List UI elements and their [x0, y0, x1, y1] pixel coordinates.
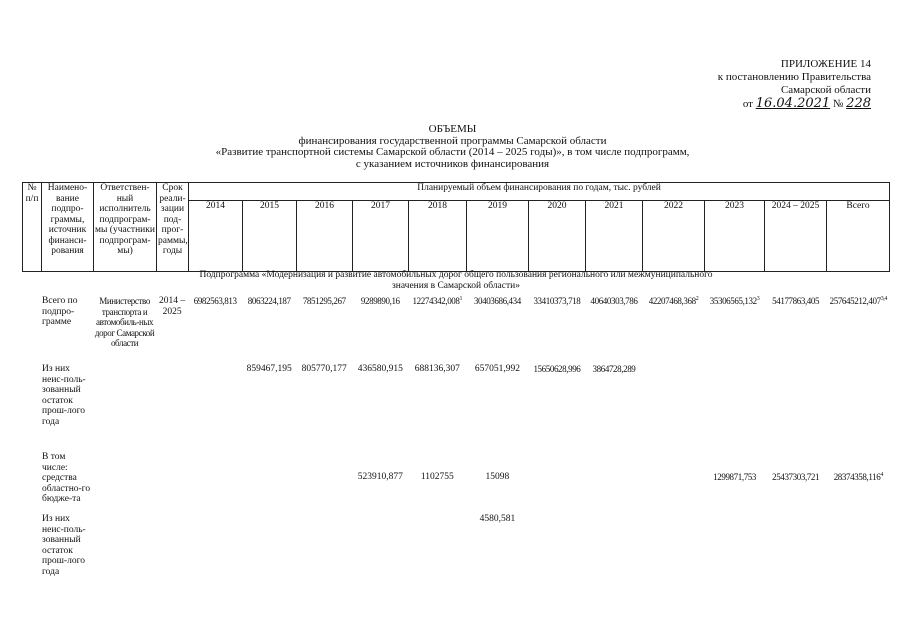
value-cell: 859467,195: [246, 364, 292, 374]
row-name: Из них неис-поль-зованный остаток прош-лого года: [42, 364, 86, 427]
value-cell: [765, 364, 827, 452]
row-name: Из них неис-поль-зованный остаток прош-лого года: [42, 514, 86, 577]
value-cell: [528, 514, 585, 594]
value-cell: 54177863,405: [772, 296, 820, 306]
header-year: 2023: [705, 201, 765, 272]
appendix-title: ПРИЛОЖЕНИЕ 14: [780, 58, 871, 70]
appendix-line-2: к постановлению Правительства: [717, 71, 871, 83]
value-cell: [296, 452, 352, 514]
value-cell: [188, 452, 242, 514]
header-year: 2017: [353, 201, 409, 272]
value-cell: [643, 514, 705, 594]
value-cell: [705, 364, 765, 452]
value-cell: [585, 514, 642, 594]
appendix-date-line: [718, 97, 871, 111]
row-period: [156, 364, 188, 452]
value-cell: 1299871,753: [713, 472, 756, 482]
row-num: [22, 452, 41, 514]
header-year: 2016: [297, 201, 353, 272]
value-cell: 25437303,721: [772, 472, 820, 482]
row-period: [156, 514, 188, 594]
header-year: 2018: [409, 201, 467, 272]
value-cell: 8063224,187: [247, 296, 291, 306]
row-num: [22, 296, 41, 364]
value-cell: 15650628,996: [533, 364, 581, 374]
row-num: [22, 364, 41, 452]
appendix-line-3: Самарской области: [780, 84, 871, 96]
number-label: №: [832, 98, 844, 110]
header-year: 2020: [529, 201, 586, 272]
value-cell: 9289890,16: [360, 296, 400, 306]
row-period: 2014 – 2025: [159, 296, 186, 317]
value-cell-total: 257645212,407$^{3,4}$: [829, 296, 887, 306]
row-executor: [93, 514, 156, 594]
value-cell-total: 28374358,116$^4$: [833, 472, 883, 482]
value-cell: 523910,877: [357, 472, 403, 482]
appendix-block: [718, 58, 871, 111]
header-year: 2015: [243, 201, 297, 272]
value-cell: [643, 452, 705, 514]
from-label: от: [742, 98, 753, 110]
value-cell: 805770,177: [301, 364, 347, 374]
value-cell: 436580,915: [357, 364, 403, 374]
value-cell: [242, 452, 296, 514]
value-cell: 42207468,368$^2$: [648, 296, 699, 306]
value-cell: 35306565,132$^3$: [709, 296, 760, 306]
value-cell: [242, 514, 296, 594]
row-executor: Министерство транспорта и автомобиль-ных дорог Самарской области: [94, 296, 155, 348]
header-total: Всего: [827, 201, 890, 272]
value-cell: 657051,992: [474, 364, 520, 374]
value-cell: [765, 514, 827, 594]
value-cell: 12274342,008$^1$: [412, 296, 463, 306]
row-name: Всего по подпро-грамме: [42, 296, 78, 327]
subprogram-title: [22, 270, 890, 296]
value-cell: 33410373,718: [533, 296, 581, 306]
value-cell-total: [827, 364, 890, 452]
header-year: 2022: [643, 201, 705, 272]
value-cell: 688136,307: [414, 364, 460, 374]
value-cell: 7851295,267: [302, 296, 346, 306]
value-cell: 3864728,289: [592, 364, 636, 374]
value-cell: 1102755: [420, 472, 454, 482]
header-executor: Ответствен-ный исполнитель подпрограм-мы (участники подпрограм-мы): [94, 183, 157, 272]
document-title: [0, 124, 905, 170]
data-table: [22, 270, 890, 594]
header-table: [22, 182, 890, 272]
row-executor: [93, 452, 156, 514]
handwritten-date: 16.04.2021: [755, 96, 831, 111]
value-cell: [585, 452, 642, 514]
subprogram-text: Подпрограмма «Модернизация и развитие автомобильных дорог общего пользования регионального или межмуниципального значения в Самарской области»: [199, 270, 713, 291]
header-name: Наимено-вание подпро-граммы, источник финанси-рования: [42, 183, 94, 272]
row-executor: [93, 364, 156, 452]
value-cell: [296, 514, 352, 594]
header-year: 2019: [467, 201, 529, 272]
value-cell: 4580,581: [479, 514, 516, 524]
value-cell: 40640303,786: [590, 296, 638, 306]
value-cell: 6982563,813: [193, 296, 237, 306]
header-year: 2021: [586, 201, 643, 272]
value-cell: [643, 364, 705, 452]
header-year: 2024 – 2025: [765, 201, 827, 272]
handwritten-number: 228: [846, 96, 871, 111]
header-num: № п/п: [23, 183, 42, 272]
value-cell: [188, 514, 242, 594]
value-cell: 30403686,434: [473, 296, 521, 306]
header-year: 2014: [189, 201, 243, 272]
value-cell: 15098: [485, 472, 510, 482]
header-period: Срок реали-зации под-прог-раммы, годы: [157, 183, 189, 272]
value-cell: [188, 364, 242, 452]
title-heading: ОБЪЕМЫ: [428, 123, 477, 135]
row-name: В том числе: средства областно-го бюдже-та: [42, 452, 91, 504]
header-planned: Планируемый объем финансирования по годам, тыс. рублей: [189, 183, 890, 201]
value-cell: [352, 514, 408, 594]
title-line-4: с указанием источников финансирования: [355, 157, 550, 170]
title-line-2: финансирования государственной программы Самарской области: [298, 134, 607, 147]
row-period: [156, 452, 188, 514]
value-cell-total: [827, 514, 890, 594]
value-cell: [528, 452, 585, 514]
value-cell: [408, 514, 466, 594]
title-line-3: «Развитие транспортной системы Самарской области (2014 – 2025 годы)», в том числе подпрограмм,: [215, 146, 690, 158]
row-num: [22, 514, 41, 594]
value-cell: [705, 514, 765, 594]
